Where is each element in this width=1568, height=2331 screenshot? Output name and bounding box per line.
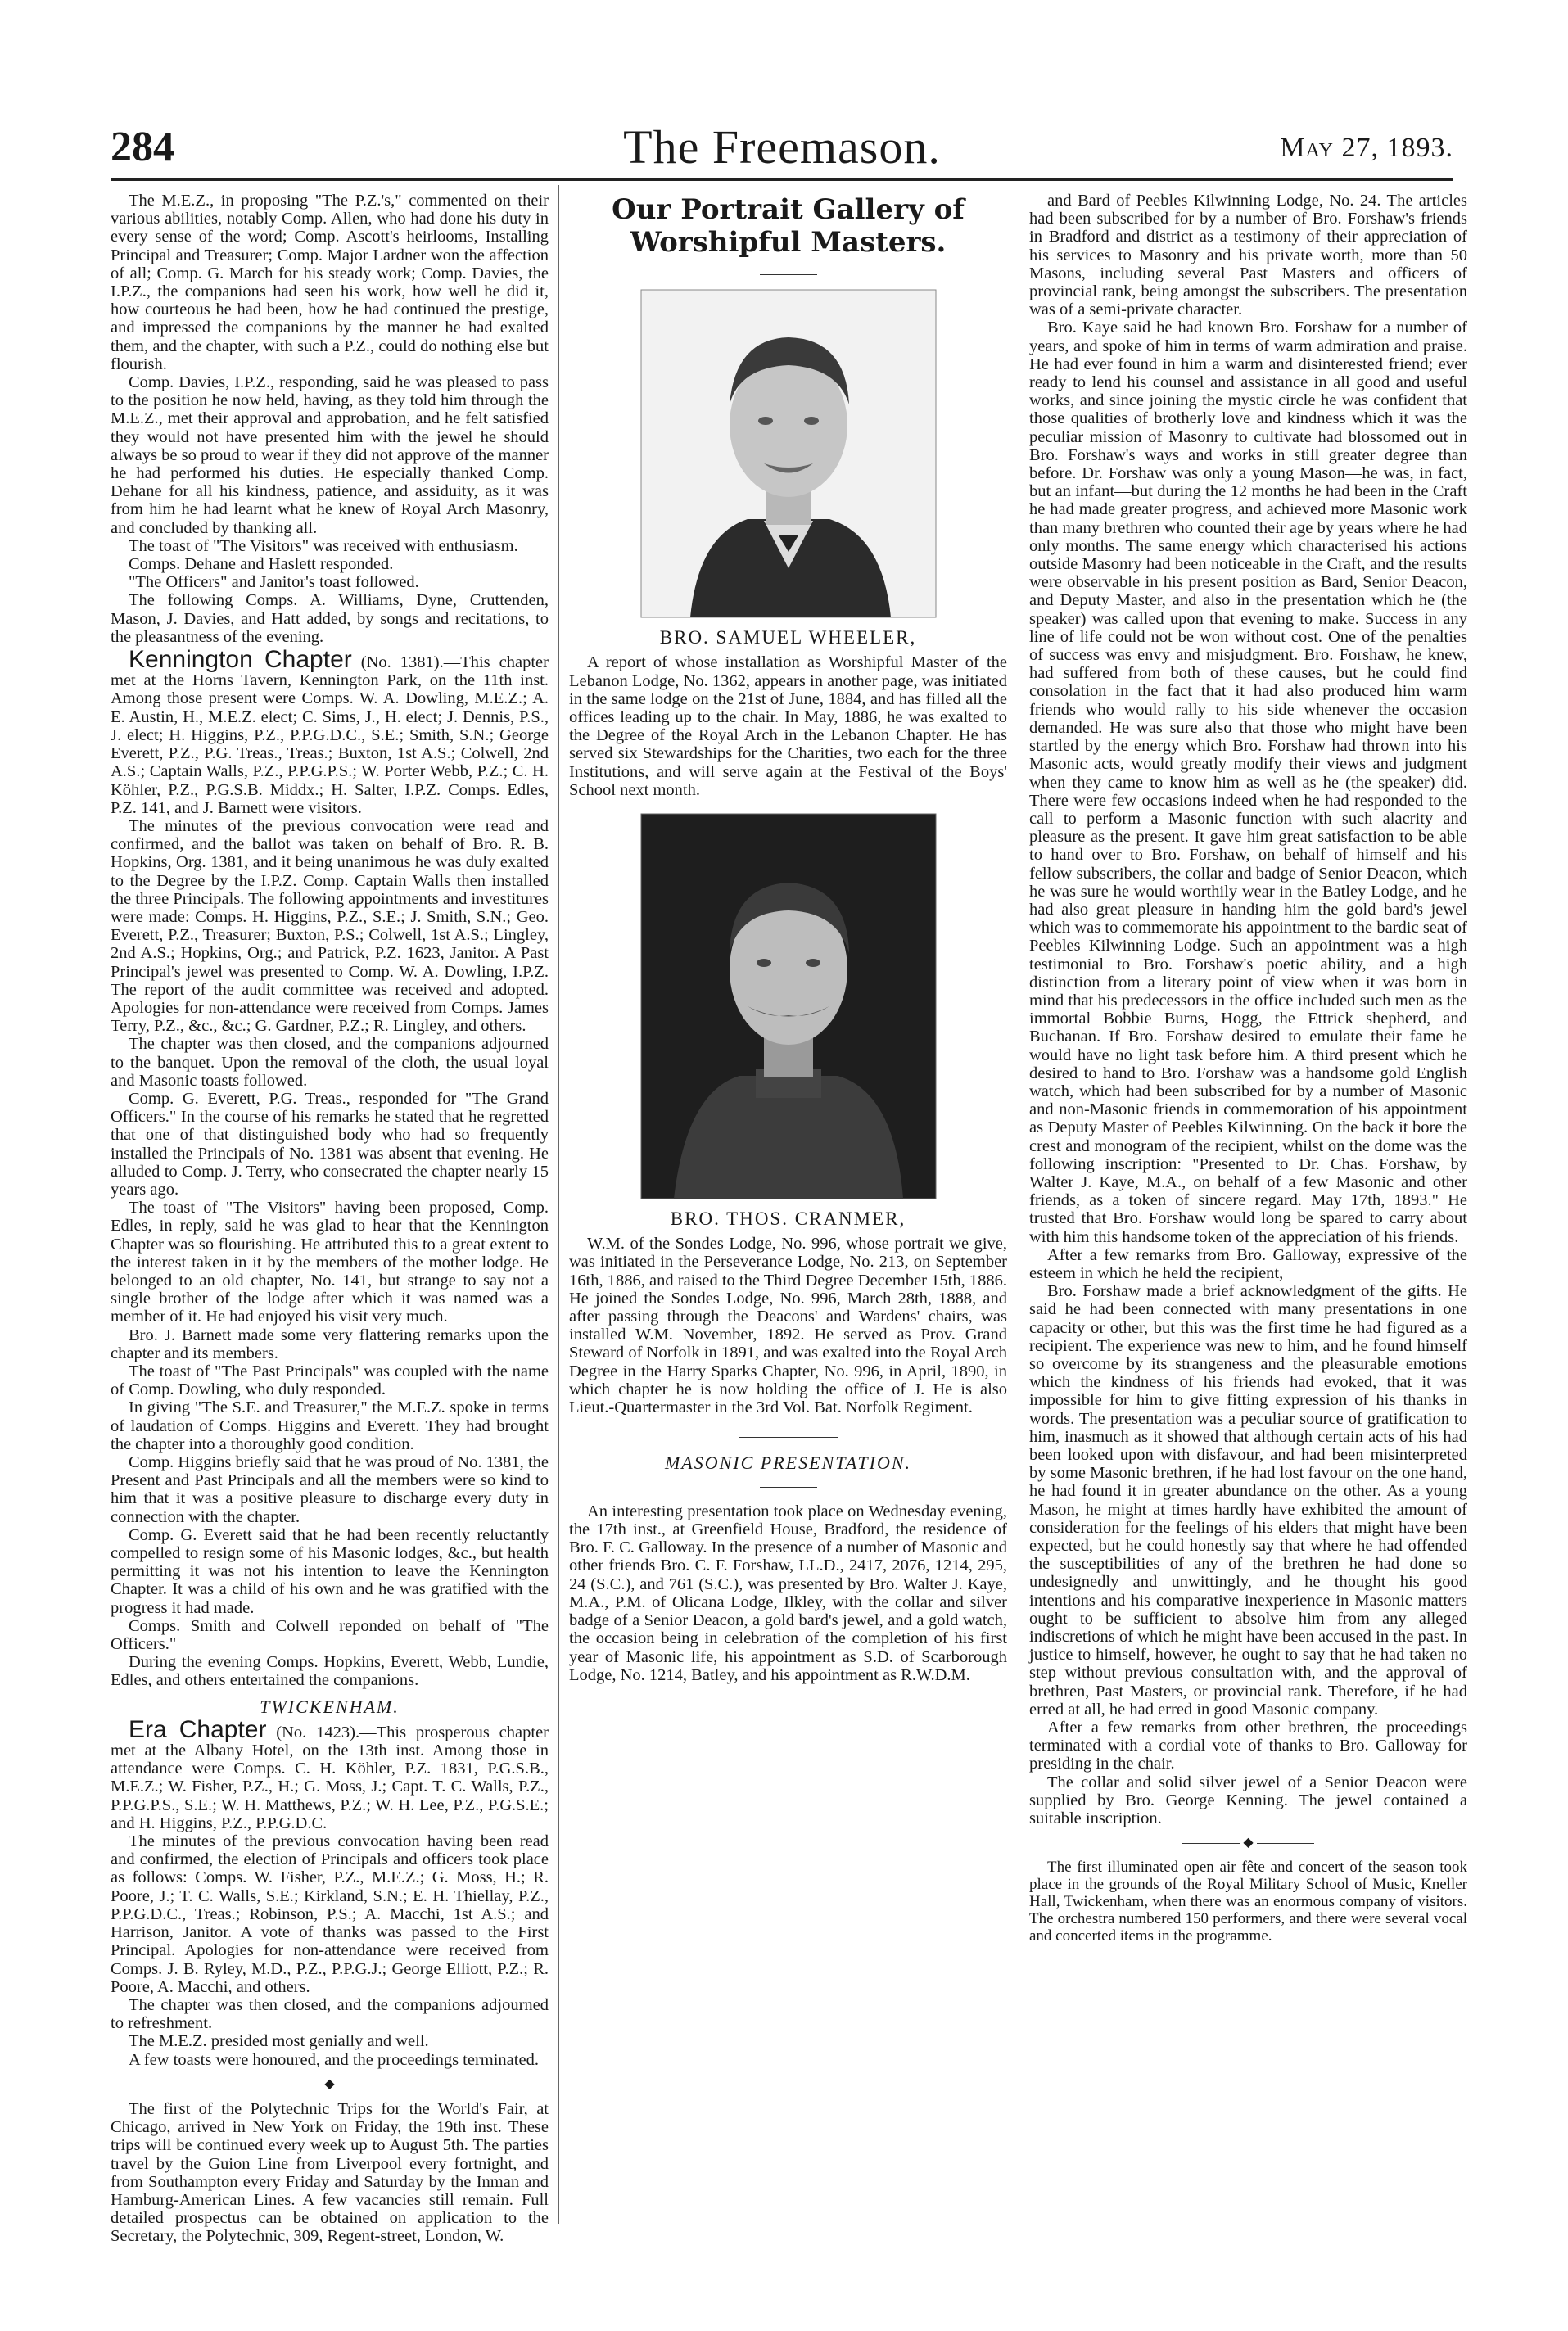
section-title: Our Portrait Gallery of Worshipful Masters. (612, 193, 965, 259)
newspaper-title: The Freemason. (623, 120, 941, 174)
paragraph: "The Officers" and Janitor's toast followed. (129, 573, 419, 592)
ornament-divider: ◆ (111, 2076, 549, 2094)
portrait-thos-cranmer (641, 814, 936, 1199)
paragraph: Bro. J. Barnett made some very flattering remarks upon the chapter and its members. (111, 1326, 549, 1362)
paragraph: Comp. Higgins briefly said that he was proud of No. 1381, the Present and Past Principals and all the members were so kind to him that it was a positive pleasure to discharge every duty in connection with the chapter. (111, 1453, 549, 1526)
paragraph: Bro. Forshaw made a brief acknowledgment of the gifts. He said he had been connected with many presentations in one capacity or other, but this was the first time he had figured as a recipient. The experience was new to him, and he found himself so overcome by its strangeness and the pleasurable emotions which the kindness of his friends had evoked, that it was impossible for him to give fitting expression of his thanks in words. The presentation was a peculiar source of gratification to him, inasmuch as it showed that although certain acts of his had been looked upon with disfavour, and had been misinterpreted by some Masonic brethren, if he had lost favour on the one hand, he had found it in greater abundance on the other. As a young Mason, he might at times hardly have exhibited the amount of consideration for the feelings of his elders that might have been expected, but he could honestly say that where he had offended the susceptibilities of any of the brethren he had done so undesignedly and unwittingly, and he thought his good intentions and his comparative inexperience in Masonic matters ought to be sufficient to absolve him from any alleged indiscretions of which he might have been accused in the past. In justice to himself, however, he ought to say that he had taken no step without previous consultation with, and the approval of brethren, Past Masters, or provincial rank. Therefore, if he had erred at all, he had erred in good Masonic company. (1029, 1282, 1467, 1719)
paragraph: The toast of "The Past Principals" was coupled with the name of Comp. Dowling, who duly responded. (111, 1362, 549, 1399)
section-heading: TWICKENHAM. (260, 1696, 400, 1717)
column-middle (569, 192, 1007, 2222)
article-era (111, 1715, 549, 1832)
paragraph: In giving "The S.E. and Treasurer," the M.E.Z. spoke in terms of laudation of Comps. Higgins and Everett. They had brought the chapter into a thoroughly good condition. (111, 1398, 549, 1453)
paragraph: The collar and solid silver jewel of a Senior Deacon were supplied by Bro. George Kenning. The jewel contained a suitable inscription. (1029, 1773, 1467, 1828)
column-divider (558, 185, 559, 2224)
article-lead: Era Chapter (129, 1715, 267, 1743)
paragraph: and Bard of Peebles Kilwinning Lodge, No. 24. The articles had been subscribed for by a number of Bro. Forshaw's friends in Bradford and district as a testimony of their appreciation of his services to Masonry and his private worth, more than 50 Masons, including several Past Masters and officers of provincial rank, being amongst the subscribers. The presentation was of a semi-private character. (1029, 192, 1467, 319)
ornament-divider: ◆ (1029, 1834, 1467, 1852)
short-rule (569, 1428, 1007, 1446)
portrait-caption: BRO. THOS. CRANMER, (670, 1208, 906, 1230)
paragraph: The M.E.Z. presided most genially and well. (129, 2032, 429, 2051)
paragraph: The first illuminated open air fête and concert of the season took place in the grounds of the Royal Military School of Music, Kneller Hall, Twickenham, when there was an enormous company of visitors. The orchestra numbered 150 performers, and there were several vocal and concerted items in the programme. (1029, 1859, 1467, 1945)
masthead (111, 120, 1453, 180)
short-rule (569, 1478, 1007, 1496)
paragraph: W.M. of the Sondes Lodge, No. 996, whose portrait we give, was initiated in the Perseverance Lodge, No. 213, on September 16th, 1886, and raised to the Third Degree December 15th, 1886. He joined the Sondes Lodge, No. 996, March 28th, 1888, and after passing through the Deacons' and Wardens' chairs, was installed W.M. November, 1892. He served as Prov. Grand Steward of Norfolk in 1891, and was exalted into the Royal Arch Degree in the Harry Sparks Chapter, No. 996, in April, 1890, in which chapter he is now holding the office of J. He is also Lieut.-Quartermaster in the 3rd Vol. Bat. Norfolk Regiment. (569, 1235, 1007, 1417)
paragraph: The chapter was then closed, and the companions adjourned to the banquet. Upon the removal of the cloth, the usual loyal and Masonic toasts followed. (111, 1035, 549, 1090)
short-rule (569, 265, 1007, 283)
paragraph: The minutes of the previous convocation having been read and confirmed, the election of Principals and officers took place as follows: Comps. W. Fisher, P.Z., M.E.Z.; G. Moss, H.; R. Poore, J.; T. C. Walls, S.E.; Kirkland, S.N.; E. H. Thiellay, P.Z., P.P.G.D.C., Treas.; Robinson, P.S.; A. Macchi, 1st A.S.; and Harrison, Janitor. A vote of thanks was passed to the First Principal. Apologies for non-attendance were received from Comps. J. B. Ryley, M.D., P.Z., P.P.G.J.; George Elliott, P.Z.; R. Poore, A. Macchi, and others. (111, 1832, 549, 1996)
paragraph: The chapter was then closed, and the companions adjourned to refreshment. (111, 1995, 549, 2033)
paragraph: Bro. Kaye said he had known Bro. Forshaw for a number of years, and spoke of him in terms of warm admiration and praise. He had ever found in him a warm and disinterested friend; ever ready to lend his counsel and assistance in all good and useful works, and since joining the mystic circle he was confident that those qualities of brotherly love and kindness which it was the peculiar mission of Masonry to cultivate had blossomed out in Bro. Forshaw's ways and works in still greater degree than before. Dr. Forshaw was only a young Mason—he was, in fact, but an infant—but during the 12 months he had been in the Craft he had made greater progress, and achieved more Masonic work than many brethren who counted their age by years where he had only months. The same energy which characterised his actions outside Masonry had been noticeable in the Craft, and the results were observable in his present position as Bard, Senior Deacon, and Deputy Master, and also in the presentation which he (the speaker) was called upon that evening to make. Success in any line of life could not be won without cost. One of the penalties of success was envy and misjudgment. Bro. Forshaw, he knew, had suffered from both of these causes, but he could find consolation in the fact that it had also produced him warm friends who would rally to his side whenever the occasion demanded. He was sure also that those who might have been startled by the energy which Bro. Forshaw had thrown into his Masonic acts, would greatly modify their views and judgment when they came to know him as well as he (the speaker) did. There were few occasions indeed when he had responded to the call to perform a Masonic function with such alacrity and pleasure as the present. It gave him great satisfaction to be able to hand over to Bro. Forshaw, on behalf of himself and his fellow subscribers, the collar and badge of Senior Deacon, which he was sure he would worthily wear in the Batley Lodge, and he had also great pleasure in handing him the gold bard's jewel which was to commemorate his appointment to the bardic seat of Peebles Kilwinning Lodge. Such an appointment was a high testimonial to Bro. Forshaw's poetic ability, and a high distinction from a literary point of view when it was born in mind that his predecessors in the office included such men as the immortal Bobbie Burns, Hogg, the Ettrick shepherd, and Buchanan. If Bro. Forshaw desired to emulate their fame he would have no light task before him. A third present which he desired to hand to Bro. Forshaw was a handsome gold English watch, which had been subscribed for by a number of Masonic and non-Masonic friends in commemoration of his appointment as Deputy Master of Peebles Kilwinning. On the back it bore the crest and monogram of the recipient, whilst on the dome was the following inscription: "Presented to Dr. Chas. Forshaw, by Walter J. Kaye, M.A., on behalf of a few Masonic and other friends, as a token of sincere regard. May 17th, 1893." He trusted that Bro. Forshaw would long be spared to carry about with him this handsome token of the appreciation of his friends. (1029, 318, 1467, 1246)
paragraph: An interesting presentation took place on Wednesday evening, the 17th inst., at Greenfield House, Bradford, the residence of Bro. F. C. Galloway. In the presence of a number of Masonic and other friends Bro. C. F. Forshaw, LL.D., 2417, 2076, 1214, 295, 24 (S.C.), and 761 (S.C.), was presented by Bro. Walter J. Kaye, M.A., P.M. of Olicana Lodge, Ilkley, with the collar and silver badge of a Senior Deacon, a gold bard's jewel, and a gold watch, the occasion being in celebration of the completion of his first year of Masonic life, his appointment as S.D. of Scarborough Lodge, No. 1214, Batley, and his appointment as R.W.D.M. (569, 1502, 1007, 1684)
section-heading: MASONIC PRESENTATION. (664, 1452, 912, 1474)
paragraph: The minutes of the previous convocation were read and confirmed, and the ballot was taken on behalf of Bro. R. B. Hopkins, Org. 1381, and it being unanimous he was duly exalted to the Degree by the I.P.Z. Comp. Captain Walls then installed the three Principals. The following appointments and investitures were made: Comps. H. Higgins, P.Z., S.E.; J. Smith, S.N.; Geo. Everett, P.Z., Treasurer; Buxton, P.S.; Colwell, 1st A.S.; Lingley, 2nd A.S.; Hopkins, Org.; and Patrick, P.Z. 1623, Janitor. A Past Principal's jewel was presented to Comp. W. A. Dowling, I.P.Z. The report of the audit committee was received and adopted. Apologies for non-attendance were received from Comps. James Terry, P.Z., &c., &c.; G. Gardner, P.Z.; R. Lingley, and others. (111, 816, 549, 1036)
paragraph: During the evening Comps. Hopkins, Everett, Webb, Lundie, Edles, and others entertained the companions. (111, 1653, 549, 1690)
paragraph: The first of the Polytechnic Trips for the World's Fair, at Chicago, arrived in New York on Friday, the 19th inst. These trips will be continued every week up to August 5th. The parties travel by the Guion Line from Liverpool every fortnight, and from Southampton every Friday and Saturday by the Inman and Hamburg-American Lines. A few vacancies still remain. Full detailed prospectus can be obtained on application to the Secretary, the Polytechnic, 309, Regent-street, London, W. (111, 2099, 549, 2246)
paragraph: The toast of "The Visitors" was received with enthusiasm. (129, 536, 518, 555)
paragraph: The M.E.Z., in proposing "The P.Z.'s," commented on their various abilities, notably Comp. Allen, who had done his duty in every sense of the word; Comp. Ascott's heirlooms, Installing Principal and Treasurer; Comp. Major Lardner won the affection of all; Comp. G. March for his steady work; Comp. Davies, the I.P.Z., the companions had seen his work, how well he did it, how courteous he had been, how he had continued the prestige, and impressed the companions by the manner he had exalted them, and the chapter, with such a P.Z., could do nothing else but flourish. (111, 192, 549, 373)
paragraph: A report of whose installation as Worshipful Master of the Lebanon Lodge, No. 1362, appears in another page, was initiated in the same lodge on the 21st of June, 1884, and has filled all the offices leading up to the chair. In May, 1886, he was exalted to the Degree of the Royal Arch in the Lebanon Chapter. He has served six Stewardships for the Charities, two each for the three Institutions, and will serve again at the Festival of the Boys' School next month. (569, 653, 1007, 799)
article-text: (No. 1423).—This prosperous chapter met at the Albany Hotel, on the 13th inst. Among those in attendance were Comps. C. H. Köhler, P.Z. 1831, P.G.S.B., M.E.Z.; W. Fisher, P.Z., H.; G. Moss, J.; Capt. T. C. Walls, P.Z., P.P.G.P.S., S.E.; W. H. Matthews, P.Z.; W. H. Lee, P.Z., P.G.S.E.; and H. Higgins, P.Z., P.P.G.D.C. (111, 1723, 549, 1832)
article-kennington (111, 646, 549, 817)
paragraph: The following Comps. A. Williams, Dyne, Cruttenden, Mason, J. Davies, and Hatt added, by songs and recitations, to the pleasantness of the evening. (111, 591, 549, 646)
portrait-caption: BRO. SAMUEL WHEELER, (659, 627, 917, 648)
paragraph: Comp. Davies, I.P.Z., responding, said he was pleased to pass to the position he now held, having, as they told him through the M.E.Z., met their approval and approbation, and he felt satisfied they would not have presented him with the jewel he should always be so proud to wear if they did not approve of the manner he had performed his duties. He especially thanked Comp. Dehane for all his kindness, patience, and assiduity, as it was from him he had learnt what he knew of Royal Arch Masonry, and concluded by thanking all. (111, 373, 549, 537)
masthead-rule (111, 178, 1453, 181)
column-left (111, 192, 549, 2246)
paragraph: A few toasts were honoured, and the proceedings terminated. (129, 2050, 539, 2069)
paragraph: Comp. G. Everett, P.G. Treas., responded for "The Grand Officers." In the course of his remarks he stated that he regretted that one of that distinguished body who had so frequently installed the Principals of No. 1381 was absent that evening. He alluded to Comp. J. Terry, who consecrated the chapter nearly 15 years ago. (111, 1089, 549, 1199)
paragraph: Comp. G. Everett said that he had been recently reluctantly compelled to resign some of his Masonic lodges, &c., but health permitting it was not his intention to leave the Kennington Chapter. It was a child of his own and he was gratified with the progress it had made. (111, 1525, 549, 1617)
issue-date: May 27, 1893. (1280, 133, 1453, 163)
article-lead: Kennington Chapter (129, 646, 352, 674)
page-number: 284 (111, 124, 174, 170)
portrait-samuel-wheeler (641, 290, 936, 617)
column-right (1029, 192, 1467, 2222)
article-text: (No. 1381).—This chapter met at the Horns Tavern, Kennington Park, on the 11th inst. Among those present were Comps. W. A. Dowling, M.E.Z.; A. E. Austin, H., M.E.Z. elect; C. Sims, J., H. elect; J. Dennis, P.S., J. elect; H. Higgins, P.Z., P.P.G.D.C., S.E.; Smith, S.N.; George Everett, P.Z., P.G. Treas., Treas.; Buxton, 1st A.S.; Colwell, 2nd A.S.; Captain Walls, P.Z., P.P.G.P.S.; W. Porter Webb, P.Z.; C. H. Köhler, P.Z., P.G.S.B. Middx.; H. Salter, I.P.Z. Comps. Edles, P.Z. 141, and J. Barnett were visitors. (111, 653, 549, 817)
paragraph: The toast of "The Visitors" having been proposed, Comp. Edles, in reply, said he was glad to hear that the Kennington Chapter was so flourishing. He attributed this to a great extent to the interest taken in it by the members of the mother lodge. He belonged to an old chapter, No. 141, but strange to say not a single brother of the lodge after which it was named was a member of it. He had enjoyed his visit very much. (111, 1199, 549, 1326)
paragraph: After a few remarks from Bro. Galloway, expressive of the esteem in which he held the recipient, (1029, 1245, 1467, 1282)
paragraph: Comps. Dehane and Haslett responded. (129, 555, 394, 574)
paragraph: Comps. Smith and Colwell reponded on behalf of "The Officers." (111, 1616, 549, 1654)
paragraph: After a few remarks from other brethren, the proceedings terminated with a cordial vote of thanks to Bro. Galloway for presiding in the chair. (1029, 1719, 1467, 1773)
